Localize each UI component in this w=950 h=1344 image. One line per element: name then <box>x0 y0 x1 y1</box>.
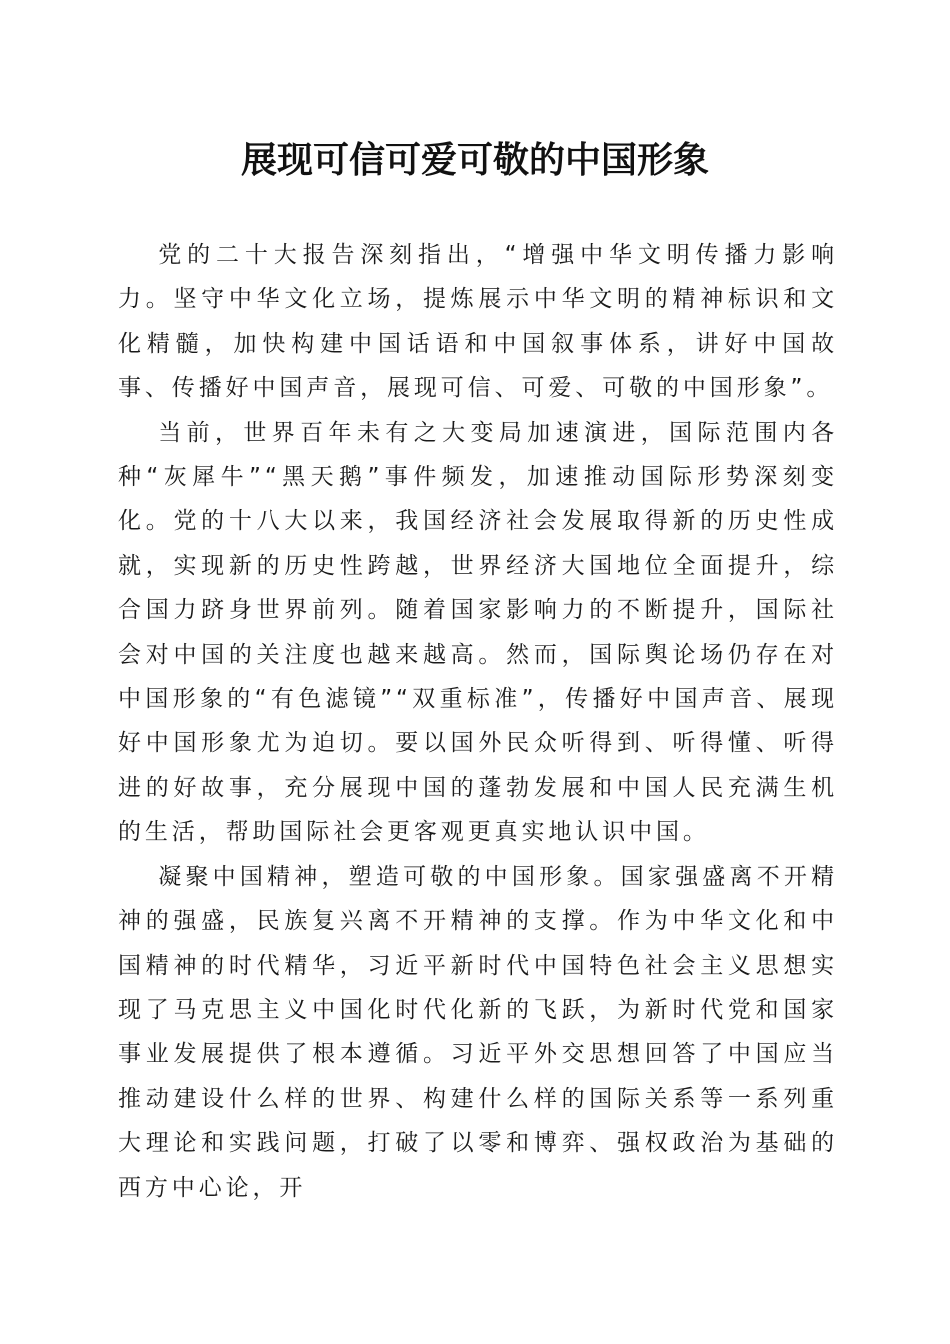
page-title: 展现可信可爱可敬的中国形象 <box>240 139 709 181</box>
paragraph-3: 凝聚中国精神，塑造可敬的中国形象。国家强盛离不开精神的强盛，民族复兴离不开精神的支撑。作为中华文化和中国精神的时代精华，习近平新时代中国特色社会主义思想实现了马克思主义中国化时代化新的飞跃，为新时代党和国家事业发展提供了根本遵循。习近平外交思想回答了中国应当推动建设什么样的世界、构建什么样的国际关系等一系列重大理论和实践问题，打破了以零和博弈、强权政治为基础的西方中心论，开 <box>118 863 838 1201</box>
paragraph-2: 当前，世界百年未有之大变局加速演进，国际范围内各种“灰犀牛”“黑天鹅”事件频发，加速推动国际形势深刻变化。党的十八大以来，我国经济社会发展取得新的历史性成就，实现新的历史性跨越，世界经济大国地位全面提升，综合国力跻身世界前列。随着国家影响力的不断提升，国际社会对中国的关注度也越来越高。然而，国际舆论场仍存在对中国形象的“有色滤镜”“双重标准”，传播好中国声音、展现好中国形象尤为迫切。要以国外民众听得到、听得懂、听得进的好故事，充分展现中国的蓬勃发展和中国人民充满生机的生活，帮助国际社会更客观更真实地认识中国。 <box>118 419 838 846</box>
paragraph-1: 党的二十大报告深刻指出，“增强中华文明传播力影响力。坚守中华文化立场，提炼展示中华文明的精神标识和文化精髓，加快构建中国话语和中国叙事体系，讲好中国故事、传播好中国声音，展现可信、可爱、可敬的中国形象”。 <box>118 242 838 402</box>
document-body <box>118 233 838 1210</box>
